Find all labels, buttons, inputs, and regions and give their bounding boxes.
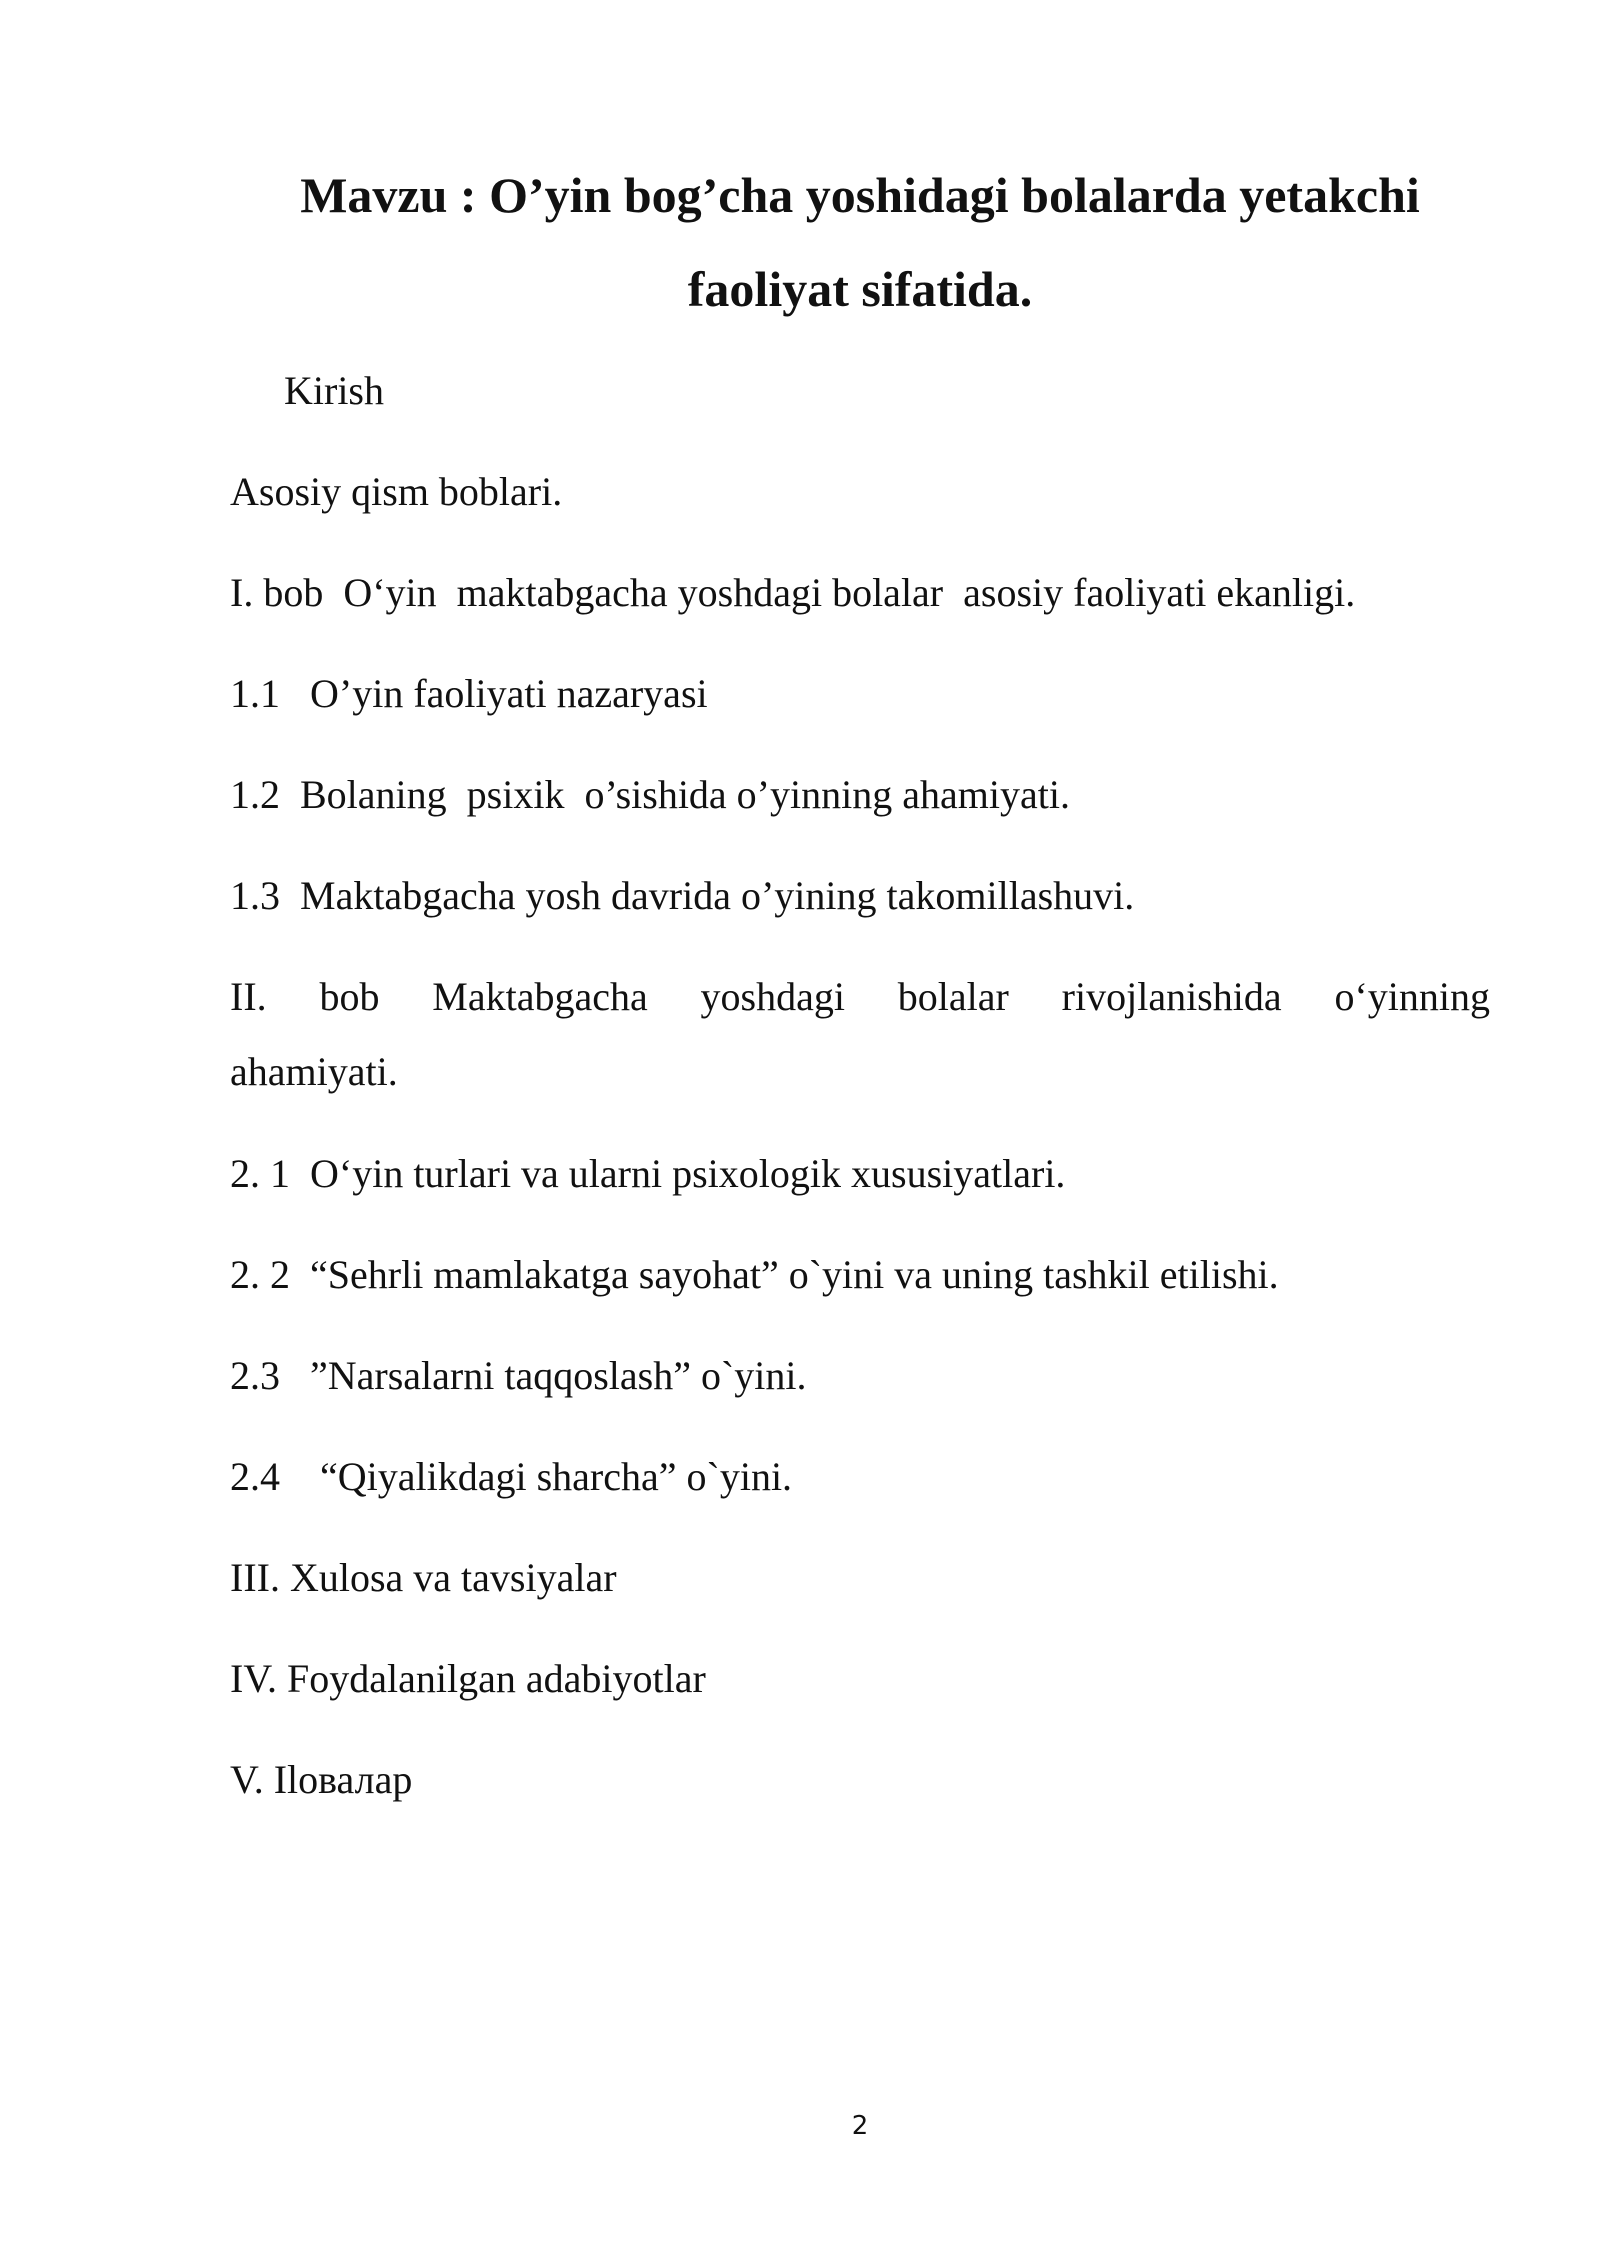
page-number: 2 [851,2111,869,2141]
toc-main-parts: Asosiy qism boblari. [230,469,563,514]
toc-chapter-1: I. bob O‘yin maktabgacha yoshdagi bolalar asosiy faoliyati ekanligi. [230,570,1356,615]
toc-conclusion: III. Xulosa va tavsiyalar [230,1555,617,1600]
toc-chapter-2-line-1 [230,973,1490,1021]
toc-chapter-2-word: rivojlanishida [1061,974,1282,1019]
toc-section-2-3: 2.3 ”Narsalarni taqqoslash” o`yini. [230,1353,807,1398]
toc-chapter-2-word: II. [230,974,267,1019]
toc-chapter-2-line-2: ahamiyati. [230,1049,398,1094]
toc-section-2-4: 2.4 “Qiyalikdagi sharcha” o`yini. [230,1454,793,1499]
toc-references: IV. Foydalanilgan adabiyotlar [230,1656,706,1701]
title-line-2: faoliyat sifatida. [687,261,1033,317]
toc-section-2-1: 2. 1 O‘yin turlari va ularni psixologik xususiyatlari. [230,1151,1066,1196]
toc-section-1-1: 1.1 O’yin faoliyati nazaryasi [230,671,708,716]
toc-chapter-2-word: yoshdagi [700,974,845,1019]
document-title [230,148,1490,336]
toc-section-2-2: 2. 2 “Sehrli mamlakatga sayohat” o`yini va uning tashkil etilishi. [230,1252,1279,1297]
toc-chapter-2-word: bolalar [897,974,1009,1019]
toc-chapter-2-word: o‘yinning [1334,974,1490,1019]
toc-intro: Kirish [284,368,384,413]
toc-chapter-2-word: Maktabgacha [432,974,648,1019]
toc-appendix: V. Ilовалар [230,1757,413,1802]
toc-section-1-2: 1.2 Bolaning psixik o’sishida o’yinning ahamiyati. [230,772,1070,817]
title-line-1: Mavzu : O’yin bog’cha yoshidagi bolalarda yetakchi [300,167,1420,223]
toc-chapter-2-word: bob [319,974,380,1019]
toc-section-1-3: 1.3 Maktabgacha yosh davrida o’yining takomillashuvi. [230,873,1135,918]
